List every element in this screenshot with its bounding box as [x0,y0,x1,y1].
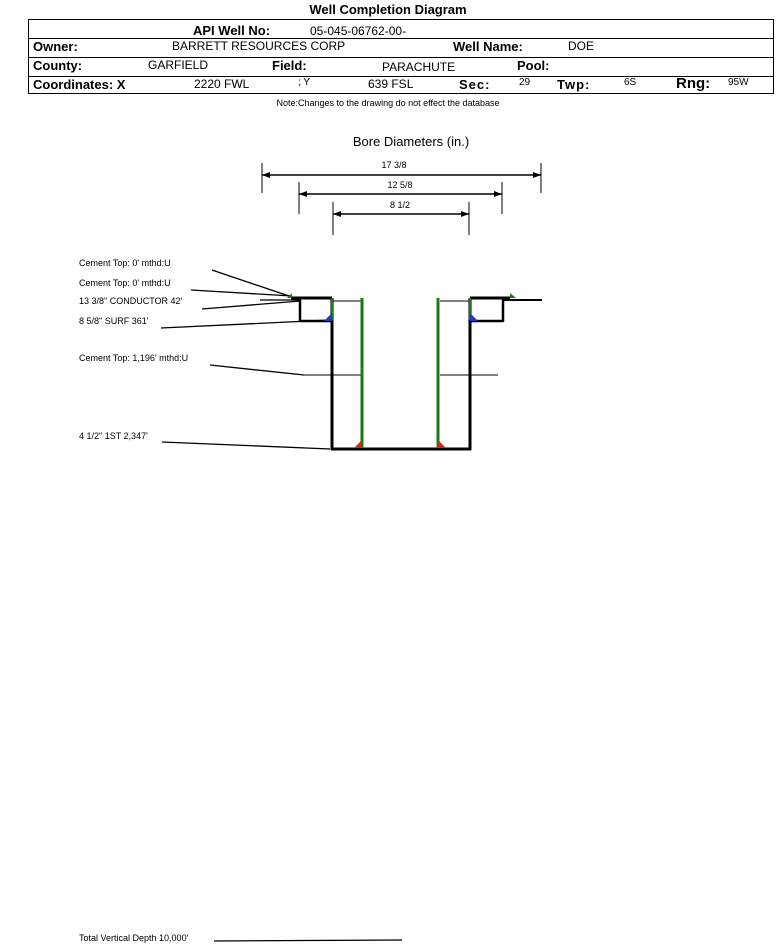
bore-dimension-label: 12 5/8 [387,180,413,190]
owner-value: BARRETT RESOURCES CORP [172,39,346,53]
twp-value: 6S [624,77,637,88]
y-coordinate-label: ; Y [298,77,311,88]
total-vertical-depth: Total Vertical Depth 10,000' [79,933,189,943]
field-label: Field: [272,58,307,73]
wellbore [260,293,542,450]
sec-label: Sec: [459,77,491,92]
well-name-value: DOE [568,39,595,53]
pool-label: Pool: [517,58,550,73]
rng-value: 95W [728,77,749,88]
casing-shoe-marker [324,313,332,321]
twp-label: Twp: [557,77,591,92]
annotation-cement-top-surface: Cement Top: 0' mthd:U [79,278,171,288]
bore-dimension-label: 17 3/8 [381,160,407,170]
cement-shoe-marker [510,293,516,298]
well-name-label: Well Name: [453,39,523,54]
annotation-cement-top-production: Cement Top: 1,196' mthd:U [79,353,189,363]
annotation-conductor-casing: 13 3/8" CONDUCTOR 42' [79,296,183,306]
casing-shoe-marker [470,313,478,321]
annotation-surface-casing: 8 5/8" SURF 361' [79,316,149,326]
x-coordinate-value: 2220 FWL [194,77,250,91]
owner-label: Owner: [33,39,78,54]
annotation-cement-top-conductor: Cement Top: 0' mthd:U [79,258,171,268]
sec-value: 29 [519,77,531,88]
field-value: PARACHUTE [382,60,456,74]
database-note: Note:Changes to the drawing do not effect the database [276,98,500,108]
rng-label: Rng: [676,75,711,92]
bore-diameters-title: Bore Diameters (in.) [352,134,470,149]
county-label: County: [33,58,83,73]
casing-shoe-marker [354,440,362,448]
api-label: API Well No: [193,23,271,38]
y-coordinate-value: 639 FSL [368,77,414,91]
api-value: 05-045-06762-00- [310,24,407,38]
casing-shoe-marker [438,440,446,448]
coordinates-label: Coordinates: X [33,77,126,92]
page-title: Well Completion Diagram [309,2,467,17]
bore-dimension-8-1-2 [333,200,469,235]
county-value: GARFIELD [148,58,209,72]
leader-lines [161,270,402,941]
annotation-production-casing: 4 1/2" 1ST 2,347' [79,431,148,441]
bore-dimension-label: 8 1/2 [389,200,411,210]
